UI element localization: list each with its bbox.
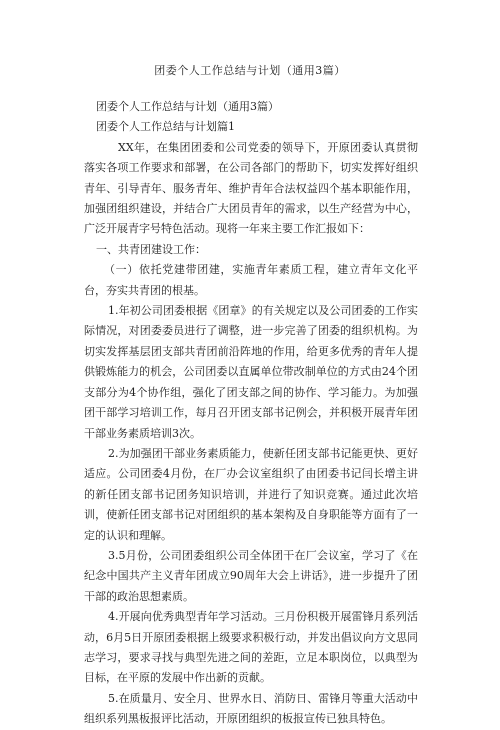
body-paragraph: 5.在质量月、安全月、世界水日、消防日、雷锋月等重大活动中组织系列黑板报评比活动，开原团组织的板报宣传已独具特色。 <box>84 691 418 726</box>
subtitle-paragraph: 团委个人工作总结与计划（通用3篇） <box>96 100 279 113</box>
part-heading: 一、共青团建设工作： <box>96 242 206 256</box>
body-paragraph: 1.年初公司团委根据《团章》的有关规定以及公司团委的工作实际情况，对团委委员进行了调整，进一步完善了团委的组织机构。为切实发挥基层团支部共青团前沿阵地的作用，给更多优秀的青年人提供锻炼能力的机会，公司团委以直属单位带改制单位的方式由24个团支部分为4个协作组，强化了团支部之间的协作、学习能力。为加强团干部学习培训工作，每月召开团支部书记例会，并积极开展青年团干部业务素质培训3次。 <box>84 304 418 440</box>
body-paragraph: 3.5月份，公司团委组织公司全体团干在厂会议室，学习了《在纪念中国共产主义青年团成立90周年大会上讲话》，进一步提升了团干部的政治思想素质。 <box>84 548 418 603</box>
intro-paragraph: XX年，在集团团委和公司党委的领导下，开原团委认真贯彻落实各项工作要求和部署，在公司各部门的帮助下，切实发挥好组织青年、引导青年、服务青年、维护青年合法权益四个基本职能作用，加强团组织建设，并结合广大团员青年的需求，以生产经营为中心，广泛开展青字号特色活动。现将一年来主要工作汇报如下： <box>84 140 418 236</box>
document-body <box>84 97 418 730</box>
body-paragraph: 4.开展向优秀典型青年学习活动。三月份积极开展雷锋月系列活动，6月5日开原团委根据上级要求积极行动，并发出倡议向方文思同志学习，要求寻找与典型先进之间的差距，立足本职岗位，以典型为目标，在平原的发展中作出新的贡献。 <box>84 610 418 685</box>
body-paragraph: 2.为加强团干部业务素质能力，使新任团支部书记能更快、更好适应。公司团委4月份，在厂办会议室组织了由团委书记闫长增主讲的新任团支部书记团务知识培训，并进行了知识竞赛。通过此次培训，使新任团支部书记对团组织的基本架构及自身职能等方面有了一定的认识和理解。 <box>84 446 418 542</box>
sub-heading: （一）依托党建带团建，实施青年素质工程，建立青年文化平台，夯实共青团的根基。 <box>84 263 418 297</box>
section-heading: 团委个人工作总结与计划篇1 <box>96 120 235 134</box>
document-title: 团委个人工作总结与计划（通用3篇） <box>154 64 346 77</box>
